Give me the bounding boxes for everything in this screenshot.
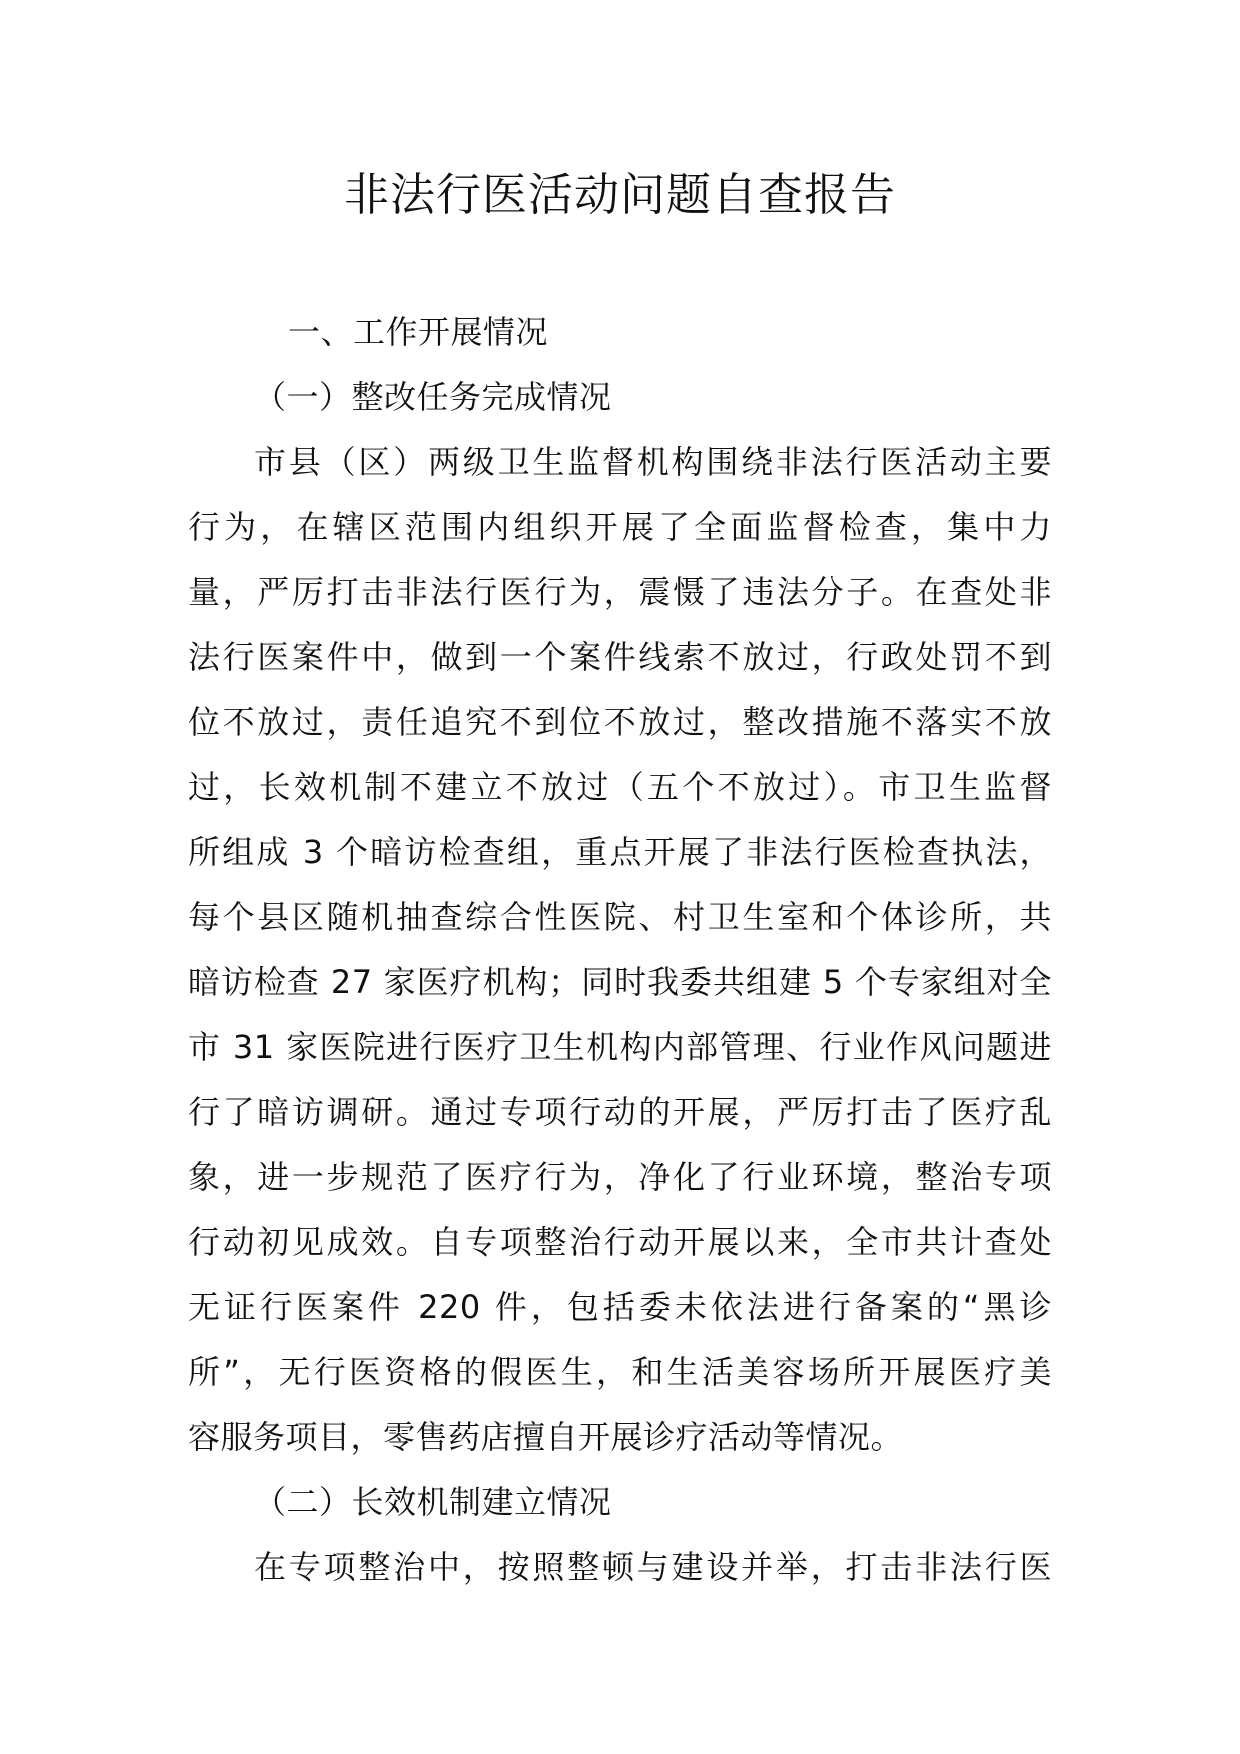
section-heading: 一、工作开展情况 <box>288 313 549 351</box>
paragraph-line: 法行医案件中，做到一个案件线索不放过，行政处罚不到 <box>188 638 1052 676</box>
paragraph-line: 象，进一步规范了医疗行为，净化了行业环境，整治专项 <box>188 1158 1052 1196</box>
paragraph-line: 所”，无行医资格的假医生，和生活美容场所开展医疗美 <box>188 1353 1052 1391</box>
paragraph-line: 行了暗访调研。通过专项行动的开展，严厉打击了医疗乱 <box>188 1093 1052 1131</box>
paragraph-line: 市 31 家医院进行医疗卫生机构内部管理、行业作风问题进 <box>188 1028 1052 1066</box>
paragraph-line: 行为，在辖区范围内组织开展了全面监督检查，集中力 <box>188 508 1052 546</box>
paragraph-line: 行动初见成效。自专项整治行动开展以来，全市共计查处 <box>188 1223 1052 1261</box>
paragraph-line: 每个县区随机抽查综合性医院、村卫生室和个体诊所，共 <box>188 898 1052 936</box>
subsection-heading: （二）长效机制建立情况 <box>254 1483 612 1521</box>
subsection-heading: （一）整改任务完成情况 <box>254 378 612 416</box>
paragraph-line: 量，严厉打击非法行医行为，震慑了违法分子。在查处非 <box>188 573 1052 611</box>
paragraph-2 <box>188 1535 1052 1600</box>
document-title: 非法行医活动问题自查报告 <box>343 168 896 221</box>
paragraph-line: 所组成 3 个暗访检查组，重点开展了非法行医检查执法， <box>188 833 1052 871</box>
paragraph-line: 无证行医案件 220 件，包括委未依法进行备案的“黑诊 <box>188 1288 1052 1326</box>
paragraph-line: 位不放过，责任追究不到位不放过，整改措施不落实不放 <box>188 703 1052 741</box>
paragraph-line: 容服务项目，零售药店擅自开展诊疗活动等情况。 <box>188 1418 904 1456</box>
paragraph-1 <box>188 430 1052 1470</box>
paragraph-line: 暗访检查 27 家医疗机构；同时我委共组建 5 个专家组对全 <box>188 963 1052 1001</box>
paragraph-line: 过，长效机制不建立不放过（五个不放过）。市卫生监督 <box>188 768 1052 806</box>
paragraph-line: 在专项整治中，按照整顿与建设并举，打击非法行医 <box>254 1548 1052 1586</box>
paragraph-line: 市县（区）两级卫生监督机构围绕非法行医活动主要 <box>254 443 1052 481</box>
document-body <box>188 300 1052 1600</box>
